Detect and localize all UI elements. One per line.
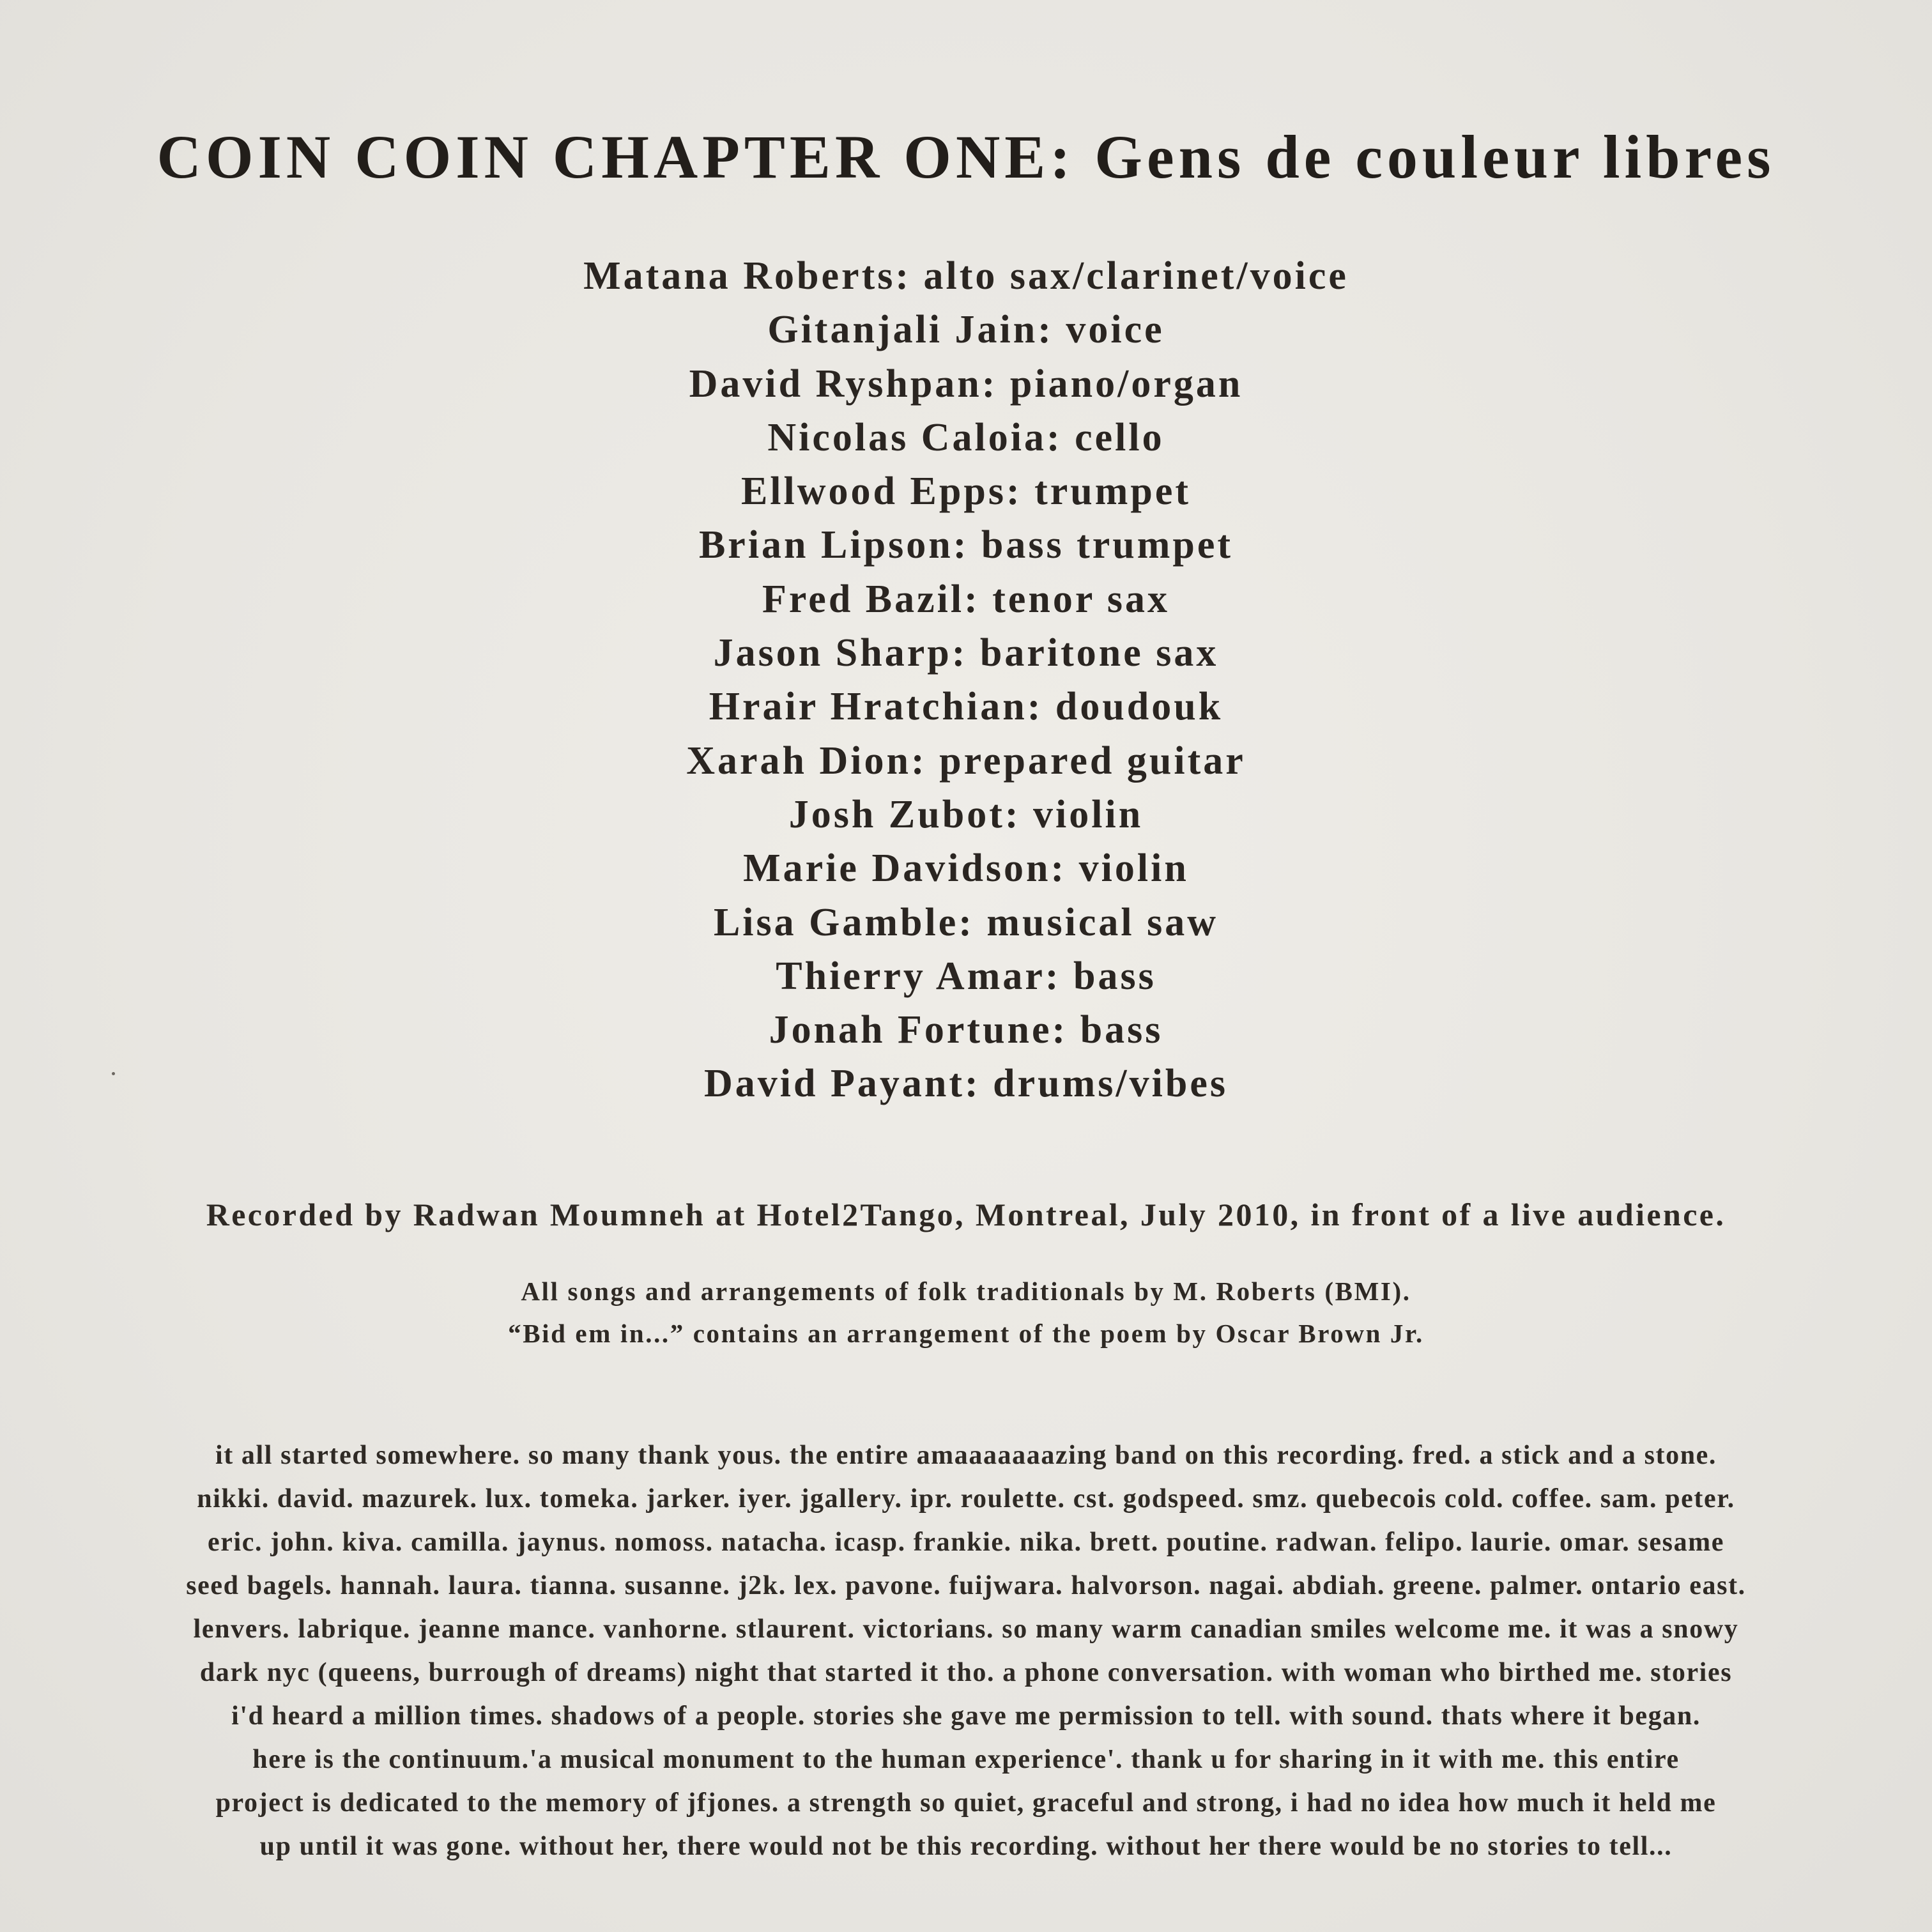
notes-line: up until it was gone. without her, there would not be this recording. without her there would be no stories to tell... — [259, 1832, 1673, 1861]
notes-line: it all started somewhere. so many thank yous. the entire amaaaaaaazing band on this recording. fred. a stick and a stone. — [215, 1441, 1717, 1470]
personnel-item: Xarah Dion: prepared guitar — [686, 739, 1246, 783]
personnel-item: Gitanjali Jain: voice — [767, 308, 1165, 352]
personnel-item: David Payant: drums/vibes — [704, 1062, 1228, 1106]
personnel-item: Jonah Fortune: bass — [769, 1008, 1163, 1052]
personnel-item: Nicolas Caloia: cello — [767, 415, 1165, 459]
notes-line: lenvers. labrique. jeanne mance. vanhorne. stlaurent. victorians. so many warm canadian smiles welcome me. it was a snowy — [193, 1614, 1739, 1644]
personnel-item: Jason Sharp: baritone sax — [713, 631, 1219, 675]
recording-credit: Recorded by Radwan Moumneh at Hotel2Tango, Montreal, July 2010, in front of a live audience. — [206, 1197, 1726, 1232]
personnel-item: Fred Bazil: tenor sax — [762, 577, 1170, 621]
personnel-item: Josh Zubot: violin — [788, 792, 1144, 836]
notes-line: nikki. david. mazurek. lux. tomeka. jarker. iyer. jgallery. ipr. roulette. cst. godspeed. smz. quebecois cold. coffee. sam. peter. — [197, 1484, 1735, 1514]
album-title — [0, 121, 1932, 192]
songwriting-credits — [0, 1270, 1932, 1354]
notes-line: project is dedicated to the memory of jfjones. a strength so quiet, graceful and strong, i had no idea how much it held me — [215, 1788, 1717, 1818]
notes-line: i'd heard a million times. shadows of a people. stories she gave me permission to tell. with sound. thats where it began. — [231, 1701, 1701, 1731]
personnel-item: Brian Lipson: bass trumpet — [698, 523, 1234, 567]
notes-line: seed bagels. hannah. laura. tianna. susanne. j2k. lex. pavone. fuijwara. halvorson. nagai. abdiah. greene. palmer. ontario east. — [186, 1571, 1746, 1600]
personnel-item: Thierry Amar: bass — [776, 954, 1156, 998]
personnel-item: Lisa Gamble: musical saw — [713, 900, 1219, 944]
notes-line: dark nyc (queens, burrough of dreams) night that started it tho. a phone conversation. with woman who birthed me. stories — [199, 1658, 1733, 1687]
thank-you-notes — [96, 1434, 1836, 1868]
personnel-item: Marie Davidson: violin — [743, 847, 1189, 891]
paper-speck — [112, 1072, 115, 1075]
personnel-item: Matana Roberts: alto sax/clarinet/voice — [583, 254, 1349, 298]
album-title-subtitle: Gens de couleur libres — [1094, 123, 1775, 191]
album-title-main: COIN COIN CHAPTER ONE: — [157, 123, 1075, 191]
personnel-item: Ellwood Epps: trumpet — [740, 470, 1192, 514]
personnel-list — [0, 249, 1932, 1111]
credit-line: “Bid em in...” contains an arrangement of the poem by Oscar Brown Jr. — [508, 1319, 1424, 1348]
notes-line: eric. john. kiva. camilla. jaynus. nomoss. natacha. icasp. frankie. nika. brett. poutine. radwan. felipo. laurie. omar. sesame — [208, 1528, 1724, 1557]
personnel-item: Hrair Hratchian: doudouk — [709, 685, 1223, 729]
notes-line: here is the continuum.'a musical monument to the human experience'. thank u for sharing in it with me. this entire — [252, 1745, 1680, 1774]
credit-line: All songs and arrangements of folk traditionals by M. Roberts (BMI). — [521, 1276, 1411, 1306]
personnel-item: David Ryshpan: piano/organ — [689, 362, 1243, 406]
